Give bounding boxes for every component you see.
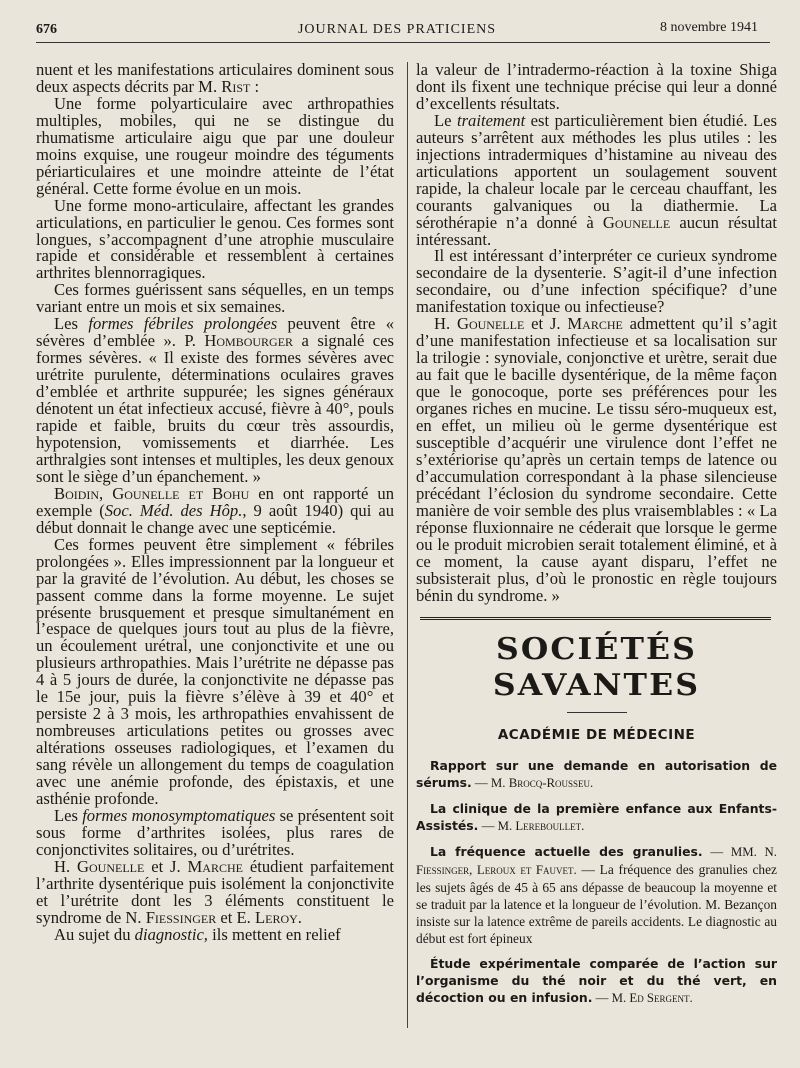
societes-savantes-section xyxy=(416,617,777,1008)
entry-authors: — M. Lereboullet. xyxy=(478,819,585,834)
paragraph: Le traitement est particulièrement bien étudié. Les auteurs s’arrêtent aux méthodes les plus utiles : les injections intradermiques d’histamine au niveau des articulations apportent un soulagement souvent rapide, la chaleur locale par le cerceau chauffant, les courants galvaniques ou la diathermie. La sérothérapie n’a donné à Gounelle aucun résultat intéressant. xyxy=(416,110,777,249)
section-title: SOCIÉTÉS SAVANTES xyxy=(492,631,701,703)
paragraph: nuent et les manifestations articulaires dominent sous deux aspects décrits par M. Rist : xyxy=(36,60,394,96)
entry-authors: — M. Ed Sergent. xyxy=(592,991,693,1006)
author-names: Boidin, Gounelle et Bohu xyxy=(54,483,250,503)
right-column xyxy=(416,62,777,1015)
paragraph: H. Gounelle et J. Marche étudient parfaitement l’arthrite dysentérique puis isolément la conjonctivite et l’urétrite dont les 3 éléments constituent le syndrome de N. Fiessinger et E. Leroy. xyxy=(36,856,395,927)
paragraph: H. Gounelle et J. Marche admettent qu’il s’agit d’une manifestation infectieuse et sa localisation sur la trilogie : synoviale, conjonctive et urètre, serait due au fait que le bacille dysentérique, de la même façon que le gonocoque, porte ses préférences pour les organes riches en mucine. Le tissu séro-muqueux est, en effet, un milieu où le germe dysentérique est susceptible d’acquérir une virulence dont l’effet ne s’extériorise qu’après un certain temps de latence ou d’accumulation correspondant à la phase silencieuse précédant l’éclosion du syndrome secondaire. Cette manière de voir semble des plus vraisemblables : « La réponse fluxionnaire ne céderait que lorsque le germe ou le produit microbien serait totalement éliminé, et à ce moment, la cause ayant disparu, l’effet ne subsisterait plus, d’où le pronostic en règle toujours bénin du syndrome. » xyxy=(416,314,777,605)
entry-body: — La fréquence des granulies chez les sujets âgés de 45 à 65 ans dépasse de beaucoup la moyenne et se traduit par la latence et la longueur de l’évolution. M. Bezançon insiste sur la latence extrême de pareils accidents. Le diagnostic au début est fort épineux xyxy=(416,862,777,947)
list-item xyxy=(416,800,777,835)
paragraph: Les formes fébriles prolongées peuvent être « sévères d’emblée ». P. Hombourger a signalé ces formes sévères. « Il existe des formes sévères avec urétrite purulente, déterminations oculaires graves d’emblée et arthrite suppurée; les signes généraux dénotent un état infectieux accusé, fièvre à 40°, pouls rapide et faible, bruits du cœur très assourdis, hypotension, vomissements et diarrhée. Les arthralgies sont intenses et multiples, les deux genoux sont le siège d’un épanchement. » xyxy=(36,314,394,486)
paragraph: Une forme polyarticulaire avec arthropathies multiples, mobiles, qui ne se distingue du rhumatisme articulaire aigu que par une douleur moins exquise, une rougeur moindre des téguments périarticulaires et une moindre atteinte de l’état général. Cette forme évolue en un mois. xyxy=(36,93,394,198)
section-subtitle: ACADÉMIE DE MÉDECINE xyxy=(497,726,696,743)
paragraph: Au sujet du diagnostic, ils mettent en relief xyxy=(54,924,341,944)
author-name: Hombourger xyxy=(204,331,294,351)
title-underline xyxy=(567,712,627,713)
journal-title: JOURNAL DES PRATICIENS xyxy=(297,22,497,37)
paragraph: Une forme mono-articulaire, affectant les grandes articulations, en particulier le genou. Ces formes sont longues, s’accompagnent d’une atrophie musculaire rapide et considérable et ressemblent à certaines arthrites blennorragiques. xyxy=(36,195,394,283)
paragraph: Ces formes guérissent sans séquelles, en un temps variant entre un mois et six semaines. xyxy=(36,280,394,317)
paragraph: Les formes monosymptomatiques se présentent soit sous forme d’arthrites isolées, plus rares de conjonctivites solitaires, ou d’urétrites. xyxy=(36,805,395,859)
list-item xyxy=(416,843,777,947)
column-divider xyxy=(407,62,408,1028)
issue-date: 8 novembre 1941 xyxy=(660,20,758,35)
paragraph: Boidin, Gounelle et Bohu en ont rapporté un exemple (Soc. Méd. des Hôp., 9 août 1940) qui au début donnait le change avec une septicémie. xyxy=(36,483,394,537)
list-item xyxy=(416,757,777,792)
section-rule xyxy=(420,617,771,620)
entry-authors: — M. Brocq-Rousseu. xyxy=(471,776,594,791)
paragraph: la valeur de l’intradermo-réaction à la toxine Shiga dont ils fixent une technique précise qui leur a donné d’excellents résultats. xyxy=(416,60,777,113)
paragraph: Il est intéressant d’interpréter ce curieux syndrome secondaire de la dysenterie. S’agit-il d’une infection secondaire, ou d’une infection spécifique? d’une manifestation toxique ou infectieuse? xyxy=(416,246,777,317)
running-header xyxy=(36,18,758,40)
list-item xyxy=(416,955,777,1007)
entry-title: Rapport sur une demande en autorisation de sérums. xyxy=(416,758,777,791)
entry-authors: — MM. N. Fiessinger, Leroux et Fauvet. xyxy=(416,845,777,878)
left-column xyxy=(36,62,394,944)
paragraph: Ces formes peuvent être simplement « fébriles prolongées ». Elles impressionnent par la longueur et par la gravité de l’évolution. Au début, les choses se passent comme dans la forme moyenne. Le sujet présente brusquement et presque simultanément en l’espace de quelques jours tout au plus de la fièvre, un écoulement urétral, une conjonctivite et une ou plusieurs arthropathies. Mais l’urétrite ne dépasse pas 4 à 5 jours de durée, la conjonctivite ne dépasse pas le 15e jour, puis la fièvre s’élève à 39 et 40° et persiste 2 à 3 mois, les arthropathies envahissent de nombreuses articulations petites ou grosses avec altérations osseuses radiologiques, et l’examen du sang révèle un allongement du temps de coagulation avec une anémie profonde, des épistaxis, et une asthénie profonde. xyxy=(36,534,394,808)
entry-title: La fréquence actuelle des granulies. xyxy=(430,844,703,860)
header-rule xyxy=(36,42,770,43)
author-name: Rist xyxy=(221,76,251,96)
entry-title: Étude expérimentale comparée de l’action sur l’organisme du thé noir et du thé vert, en décoction ou en infusion. xyxy=(416,956,777,1006)
entry-title: La clinique de la première enfance aux Enfants-Assistés. xyxy=(416,801,777,834)
page-number: 676 xyxy=(36,22,57,37)
